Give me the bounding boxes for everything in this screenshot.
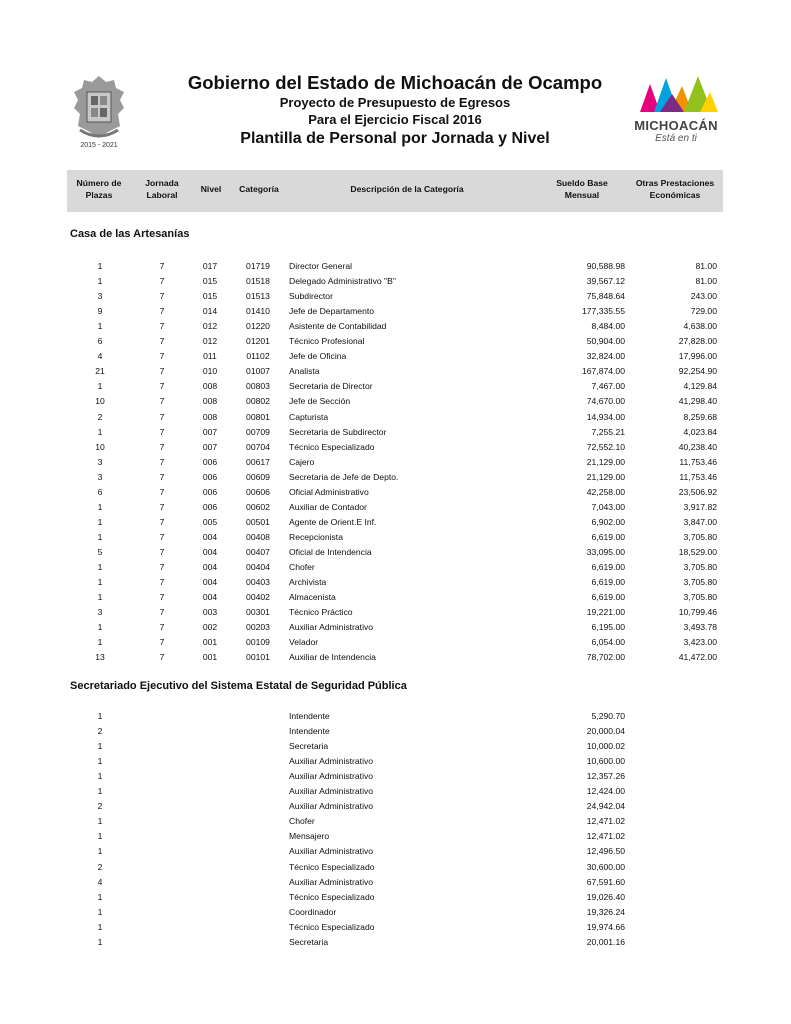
table-row [0, 844, 791, 858]
cell-jornada: 7 [159, 637, 165, 648]
cell-sueldo: 6,619.00 [591, 531, 625, 542]
cell-jornada: 7 [159, 531, 165, 542]
cell-plazas: 1 [97, 741, 103, 752]
cell-plazas: 5 [97, 546, 103, 557]
cell-sueldo: 12,471.02 [586, 816, 625, 827]
table-row [0, 724, 791, 738]
cell-jornada: 7 [159, 516, 165, 527]
cell-jornada: 7 [159, 471, 165, 482]
cell-categoria: 00606 [246, 486, 270, 497]
cell-plazas: 1 [97, 906, 103, 917]
cell-nivel: 003 [202, 607, 218, 618]
logo-name: MICHOACÁN [634, 118, 718, 133]
cell-jornada: 7 [159, 486, 165, 497]
cell-sueldo: 177,335.55 [581, 306, 625, 317]
cell-otras: 17,996.00 [678, 351, 717, 362]
cell-categoria: 01513 [246, 291, 270, 302]
cell-otras: 243.00 [690, 291, 717, 302]
section-title-secretariado: Secretariado Ejecutivo del Sistema Estatal de Seguridad Pública [70, 680, 407, 692]
cell-descripcion: Auxiliar Administrativo [289, 771, 374, 782]
cell-categoria: 01102 [246, 351, 270, 362]
table-row [0, 739, 791, 753]
cell-sueldo: 6,619.00 [591, 577, 625, 588]
cell-plazas: 1 [97, 816, 103, 827]
cell-sueldo: 12,496.50 [586, 846, 625, 857]
cell-descripcion: Secretaria de Director [289, 381, 373, 392]
cell-plazas: 1 [97, 846, 103, 857]
cell-otras: 3,705.80 [683, 592, 717, 603]
cell-otras: 8,259.68 [683, 411, 717, 422]
cell-plazas: 4 [97, 876, 103, 887]
cell-nivel: 004 [202, 592, 218, 603]
cell-sueldo: 6,054.00 [591, 637, 625, 648]
cell-sueldo: 21,129.00 [586, 471, 625, 482]
cell-plazas: 3 [97, 456, 103, 467]
cell-plazas: 4 [97, 351, 103, 362]
cell-plazas: 2 [97, 801, 103, 812]
cell-otras: 81.00 [695, 276, 717, 287]
cell-nivel: 010 [202, 366, 218, 377]
cell-otras: 3,493.78 [683, 622, 717, 633]
cell-otras: 81.00 [695, 261, 717, 271]
cell-categoria: 00101 [246, 652, 270, 663]
cell-sueldo: 32,824.00 [586, 351, 625, 362]
cell-plazas: 10 [95, 441, 105, 452]
cell-jornada: 7 [159, 456, 165, 467]
table-row [0, 560, 791, 574]
cell-nivel: 008 [202, 411, 218, 422]
cell-descripcion: Técnico Especializado [289, 861, 375, 872]
cell-categoria: 00408 [246, 531, 270, 542]
cell-jornada: 7 [159, 411, 165, 422]
cell-nivel: 004 [202, 531, 218, 542]
cell-otras: 4,023.84 [683, 426, 717, 437]
column-header-descripcion: Descripción de la Categoría [350, 184, 464, 194]
cell-plazas: 1 [97, 531, 103, 542]
cell-descripcion: Analista [289, 366, 320, 377]
cell-sueldo: 74,670.00 [586, 396, 625, 407]
table-row [0, 379, 791, 393]
cell-sueldo: 19,026.40 [586, 891, 625, 902]
table-row [0, 274, 791, 288]
cell-jornada: 7 [159, 291, 165, 302]
cell-sueldo: 33,095.00 [586, 546, 625, 557]
cell-plazas: 1 [97, 321, 103, 332]
cell-nivel: 007 [202, 441, 218, 452]
cell-nivel: 012 [202, 321, 218, 332]
cell-plazas: 6 [97, 486, 103, 497]
table-row [0, 410, 791, 424]
cell-plazas: 1 [97, 756, 103, 767]
document-subtitle-3: Plantilla de Personal por Jornada y Nivel [240, 130, 550, 147]
cell-nivel: 012 [202, 336, 218, 347]
table-row [0, 545, 791, 559]
cell-jornada: 7 [159, 381, 165, 392]
cell-sueldo: 7,467.00 [591, 381, 625, 392]
cell-categoria: 00109 [246, 637, 270, 648]
cell-plazas: 1 [97, 771, 103, 782]
cell-otras: 4,129.84 [683, 381, 717, 392]
cell-jornada: 7 [159, 501, 165, 512]
table-row [0, 440, 791, 454]
table-row [0, 635, 791, 649]
cell-descripcion: Auxiliar Administrativo [289, 786, 374, 797]
table-row [0, 485, 791, 499]
cell-plazas: 1 [97, 637, 103, 648]
cell-sueldo: 6,195.00 [591, 622, 625, 633]
cell-nivel: 014 [202, 306, 218, 317]
cell-categoria: 00802 [246, 396, 270, 407]
cell-plazas: 3 [97, 291, 103, 302]
cell-sueldo: 90,588.98 [586, 261, 625, 271]
cell-otras: 23,506.92 [678, 486, 717, 497]
cell-plazas: 1 [97, 381, 103, 392]
cell-sueldo: 12,471.02 [586, 831, 625, 842]
cell-plazas: 2 [97, 411, 103, 422]
table-row [0, 304, 791, 318]
cell-otras: 18,529.00 [678, 546, 717, 557]
cell-descripcion: Chofer [289, 816, 315, 827]
cell-descripcion: Director General [289, 261, 353, 271]
cell-otras: 3,705.80 [683, 531, 717, 542]
cell-nivel: 008 [202, 381, 218, 392]
cell-sueldo: 5,290.70 [591, 711, 625, 721]
cell-jornada: 7 [159, 562, 165, 572]
table-row [0, 515, 791, 529]
column-header-otras: Otras Prestaciones Económicas [635, 178, 715, 200]
cell-sueldo: 167,874.00 [581, 366, 625, 377]
cell-plazas: 1 [97, 622, 103, 633]
cell-sueldo: 10,600.00 [586, 756, 625, 767]
cell-descripcion: Secretaria de Jefe de Depto. [289, 471, 399, 482]
cell-sueldo: 24,942.04 [586, 801, 625, 812]
column-header-nivel: Nivel [200, 184, 222, 194]
cell-sueldo: 39,567.12 [586, 276, 625, 287]
cell-plazas: 10 [95, 396, 105, 407]
cell-descripcion: Cajero [289, 456, 315, 467]
cell-descripcion: Intendente [289, 726, 330, 737]
cell-categoria: 01518 [246, 276, 270, 287]
table-row [0, 289, 791, 303]
cell-otras: 27,828.00 [678, 336, 717, 347]
cell-nivel: 004 [202, 562, 218, 572]
cell-descripcion: Auxiliar de Contador [289, 501, 367, 512]
cell-jornada: 7 [159, 261, 165, 271]
cell-categoria: 00203 [246, 622, 270, 633]
cell-plazas: 2 [97, 726, 103, 737]
cell-jornada: 7 [159, 306, 165, 317]
cell-plazas: 9 [97, 306, 103, 317]
table-row [0, 784, 791, 798]
table-row [0, 905, 791, 919]
cell-sueldo: 6,619.00 [591, 562, 625, 572]
document-subtitle-2: Para el Ejercicio Fiscal 2016 [308, 112, 482, 127]
cell-categoria: 00402 [246, 592, 270, 603]
column-header-sueldo: Sueldo Base Mensual [556, 178, 608, 200]
cell-plazas: 21 [95, 366, 105, 377]
cell-jornada: 7 [159, 366, 165, 377]
cell-sueldo: 8,484.00 [591, 321, 625, 332]
table-row [0, 920, 791, 934]
cell-categoria: 01719 [246, 261, 270, 271]
cell-jornada: 7 [159, 396, 165, 407]
cell-nivel: 005 [202, 516, 218, 527]
cell-jornada: 7 [159, 351, 165, 362]
cell-sueldo: 30,600.00 [586, 861, 625, 872]
cell-categoria: 00617 [246, 456, 270, 467]
cell-descripcion: Jefe de Oficina [289, 351, 347, 362]
column-header-jornada: Jornada Laboral [145, 178, 179, 200]
table-row [0, 455, 791, 469]
cell-descripcion: Capturista [289, 411, 329, 422]
cell-sueldo: 7,255.21 [591, 426, 625, 437]
cell-plazas: 3 [97, 471, 103, 482]
cell-plazas: 1 [97, 501, 103, 512]
cell-categoria: 01201 [246, 336, 270, 347]
cell-descripcion: Mensajero [289, 831, 330, 842]
cell-sueldo: 78,702.00 [586, 652, 625, 663]
cell-jornada: 7 [159, 607, 165, 618]
cell-otras: 4,638.00 [683, 321, 717, 332]
cell-descripcion: Jefe de Departamento [289, 306, 375, 317]
table-row [0, 575, 791, 589]
table-row [0, 620, 791, 634]
cell-plazas: 1 [97, 921, 103, 932]
cell-nivel: 015 [202, 291, 218, 302]
cell-plazas: 2 [97, 861, 103, 872]
table-row [0, 829, 791, 843]
cell-nivel: 002 [202, 622, 218, 633]
cell-sueldo: 50,904.00 [586, 336, 625, 347]
cell-plazas: 1 [97, 562, 103, 572]
table-row [0, 709, 791, 723]
cell-sueldo: 42,258.00 [586, 486, 625, 497]
cell-categoria: 00704 [246, 441, 270, 452]
cell-categoria: 00801 [246, 411, 270, 422]
cell-sueldo: 6,619.00 [591, 592, 625, 603]
cell-descripcion: Jefe de Sección [289, 396, 351, 407]
table-row [0, 364, 791, 378]
cell-plazas: 1 [97, 592, 103, 603]
cell-descripcion: Coordinador [289, 906, 337, 917]
table-row [0, 394, 791, 408]
cell-plazas: 1 [97, 261, 103, 271]
table-row [0, 754, 791, 768]
cell-descripcion: Técnico Especializado [289, 921, 375, 932]
cell-plazas: 13 [95, 652, 105, 663]
cell-jornada: 7 [159, 592, 165, 603]
cell-descripcion: Técnico Profesional [289, 336, 365, 347]
cell-plazas: 1 [97, 936, 103, 947]
cell-descripcion: Velador [289, 637, 319, 648]
cell-plazas: 1 [97, 786, 103, 797]
cell-otras: 92,254.90 [678, 366, 717, 377]
table-row [0, 935, 791, 949]
cell-descripcion: Archivista [289, 577, 327, 588]
table-row [0, 875, 791, 889]
cell-otras: 10,799.46 [678, 607, 717, 618]
cell-jornada: 7 [159, 336, 165, 347]
document-title: Gobierno del Estado de Michoacán de Ocampo [187, 72, 603, 93]
cell-sueldo: 21,129.00 [586, 456, 625, 467]
cell-otras: 3,423.00 [683, 637, 717, 648]
cell-descripcion: Asistente de Contabilidad [289, 321, 387, 332]
table-row [0, 425, 791, 439]
cell-sueldo: 14,934.00 [586, 411, 625, 422]
cell-otras: 11,753.46 [679, 456, 717, 467]
cell-nivel: 006 [202, 501, 218, 512]
cell-categoria: 00501 [246, 516, 270, 527]
cell-otras: 729.00 [690, 306, 717, 317]
cell-nivel: 004 [202, 546, 218, 557]
document-subtitle-1: Proyecto de Presupuesto de Egresos [279, 95, 511, 110]
cell-sueldo: 10,000.02 [586, 741, 625, 752]
cell-jornada: 7 [159, 441, 165, 452]
table-row [0, 890, 791, 904]
cell-otras: 3,705.80 [683, 577, 717, 588]
cell-descripcion: Secretaria [289, 936, 329, 947]
cell-descripcion: Secretaria de Subdirector [289, 426, 387, 437]
cell-plazas: 1 [97, 276, 103, 287]
cell-nivel: 007 [202, 426, 218, 437]
cell-sueldo: 19,974.66 [586, 921, 625, 932]
table-header [67, 170, 723, 212]
cell-nivel: 004 [202, 577, 218, 588]
cell-jornada: 7 [159, 321, 165, 332]
cell-sueldo: 72,552.10 [586, 441, 625, 452]
cell-descripcion: Auxiliar Administrativo [289, 876, 374, 887]
cell-plazas: 6 [97, 336, 103, 347]
table-row [0, 769, 791, 783]
cell-plazas: 1 [97, 516, 103, 527]
cell-categoria: 00404 [246, 562, 270, 572]
cell-categoria: 00609 [246, 471, 270, 482]
cell-descripcion: Intendente [289, 711, 330, 721]
cell-sueldo: 20,000.04 [586, 726, 625, 737]
seal-years: 2015 - 2021 [80, 142, 118, 149]
cell-otras: 41,472.00 [678, 652, 717, 663]
cell-sueldo: 19,221.00 [586, 607, 625, 618]
table-row [0, 799, 791, 813]
cell-nivel: 006 [202, 456, 218, 467]
cell-descripcion: Chofer [289, 562, 315, 572]
cell-sueldo: 19,326.24 [586, 906, 625, 917]
table-row [0, 259, 791, 273]
cell-sueldo: 75,848.64 [586, 291, 625, 302]
column-header-categoria: Categoría [239, 184, 279, 194]
cell-otras: 3,705.80 [683, 562, 717, 572]
cell-descripcion: Secretaria [289, 741, 329, 752]
cell-jornada: 7 [159, 426, 165, 437]
cell-jornada: 7 [159, 652, 165, 663]
cell-otras: 41,298.40 [678, 396, 717, 407]
table-row [0, 860, 791, 874]
cell-categoria: 00407 [246, 546, 270, 557]
cell-descripcion: Agente de Orient.E Inf. [289, 516, 377, 527]
cell-otras: 3,847.00 [683, 516, 717, 527]
cell-jornada: 7 [159, 577, 165, 588]
cell-sueldo: 7,043.00 [591, 501, 625, 512]
cell-descripcion: Oficial Administrativo [289, 486, 369, 497]
table-row [0, 530, 791, 544]
cell-nivel: 017 [202, 261, 218, 271]
cell-otras: 3,917.82 [683, 501, 717, 512]
cell-jornada: 7 [159, 546, 165, 557]
cell-descripcion: Delegado Administrativo "B" [289, 276, 396, 287]
cell-descripcion: Técnico Especializado [289, 891, 375, 902]
cell-plazas: 1 [97, 577, 103, 588]
cell-otras: 40,238.40 [678, 441, 717, 452]
cell-sueldo: 12,357.26 [586, 771, 625, 782]
table-row [0, 470, 791, 484]
cell-jornada: 7 [159, 622, 165, 633]
table-row [0, 590, 791, 604]
cell-plazas: 1 [97, 891, 103, 902]
cell-categoria: 00403 [246, 577, 270, 588]
cell-nivel: 006 [202, 486, 218, 497]
cell-sueldo: 6,902.00 [591, 516, 625, 527]
cell-nivel: 011 [203, 351, 217, 362]
cell-categoria: 01220 [246, 321, 270, 332]
table-row [0, 334, 791, 348]
cell-descripcion: Almacenista [289, 592, 336, 603]
cell-nivel: 006 [202, 471, 218, 482]
cell-nivel: 008 [202, 396, 218, 407]
cell-descripcion: Auxiliar Administrativo [289, 622, 374, 633]
cell-descripcion: Auxiliar Administrativo [289, 846, 374, 857]
cell-descripcion: Auxiliar Administrativo [289, 801, 374, 812]
cell-descripcion: Subdirector [289, 291, 333, 302]
cell-descripcion: Recepcionista [289, 531, 343, 542]
cell-plazas: 1 [97, 711, 103, 721]
table-row [0, 500, 791, 514]
cell-descripcion: Auxiliar Administrativo [289, 756, 374, 767]
cell-categoria: 00803 [246, 381, 270, 392]
cell-categoria: 00709 [246, 426, 270, 437]
cell-descripcion: Técnico Especializado [289, 441, 375, 452]
cell-plazas: 1 [97, 426, 103, 437]
cell-otras: 11,753.46 [679, 471, 717, 482]
table-row [0, 650, 791, 664]
cell-jornada: 7 [159, 276, 165, 287]
cell-nivel: 015 [202, 276, 218, 287]
cell-categoria: 00602 [246, 501, 270, 512]
cell-categoria: 01007 [246, 366, 270, 377]
cell-plazas: 1 [97, 831, 103, 842]
column-header-plazas: Número de Plazas [76, 178, 122, 200]
cell-categoria: 00301 [246, 607, 270, 618]
cell-categoria: 01410 [246, 306, 270, 317]
cell-sueldo: 67,591.60 [586, 876, 625, 887]
cell-descripcion: Técnico Práctico [289, 607, 353, 618]
section-title-artesanias: Casa de las Artesanías [70, 228, 190, 240]
cell-plazas: 3 [97, 607, 103, 618]
logo-tagline: Está en ti [655, 133, 697, 144]
table-row [0, 605, 791, 619]
cell-sueldo: 12,424.00 [586, 786, 625, 797]
table-row [0, 814, 791, 828]
cell-nivel: 001 [202, 637, 218, 648]
cell-descripcion: Oficial de Intendencia [289, 546, 372, 557]
cell-nivel: 001 [202, 652, 218, 663]
cell-sueldo: 20,001.16 [586, 936, 625, 947]
cell-descripcion: Auxiliar de Intendencia [289, 652, 376, 663]
table-row [0, 319, 791, 333]
table-row [0, 349, 791, 363]
